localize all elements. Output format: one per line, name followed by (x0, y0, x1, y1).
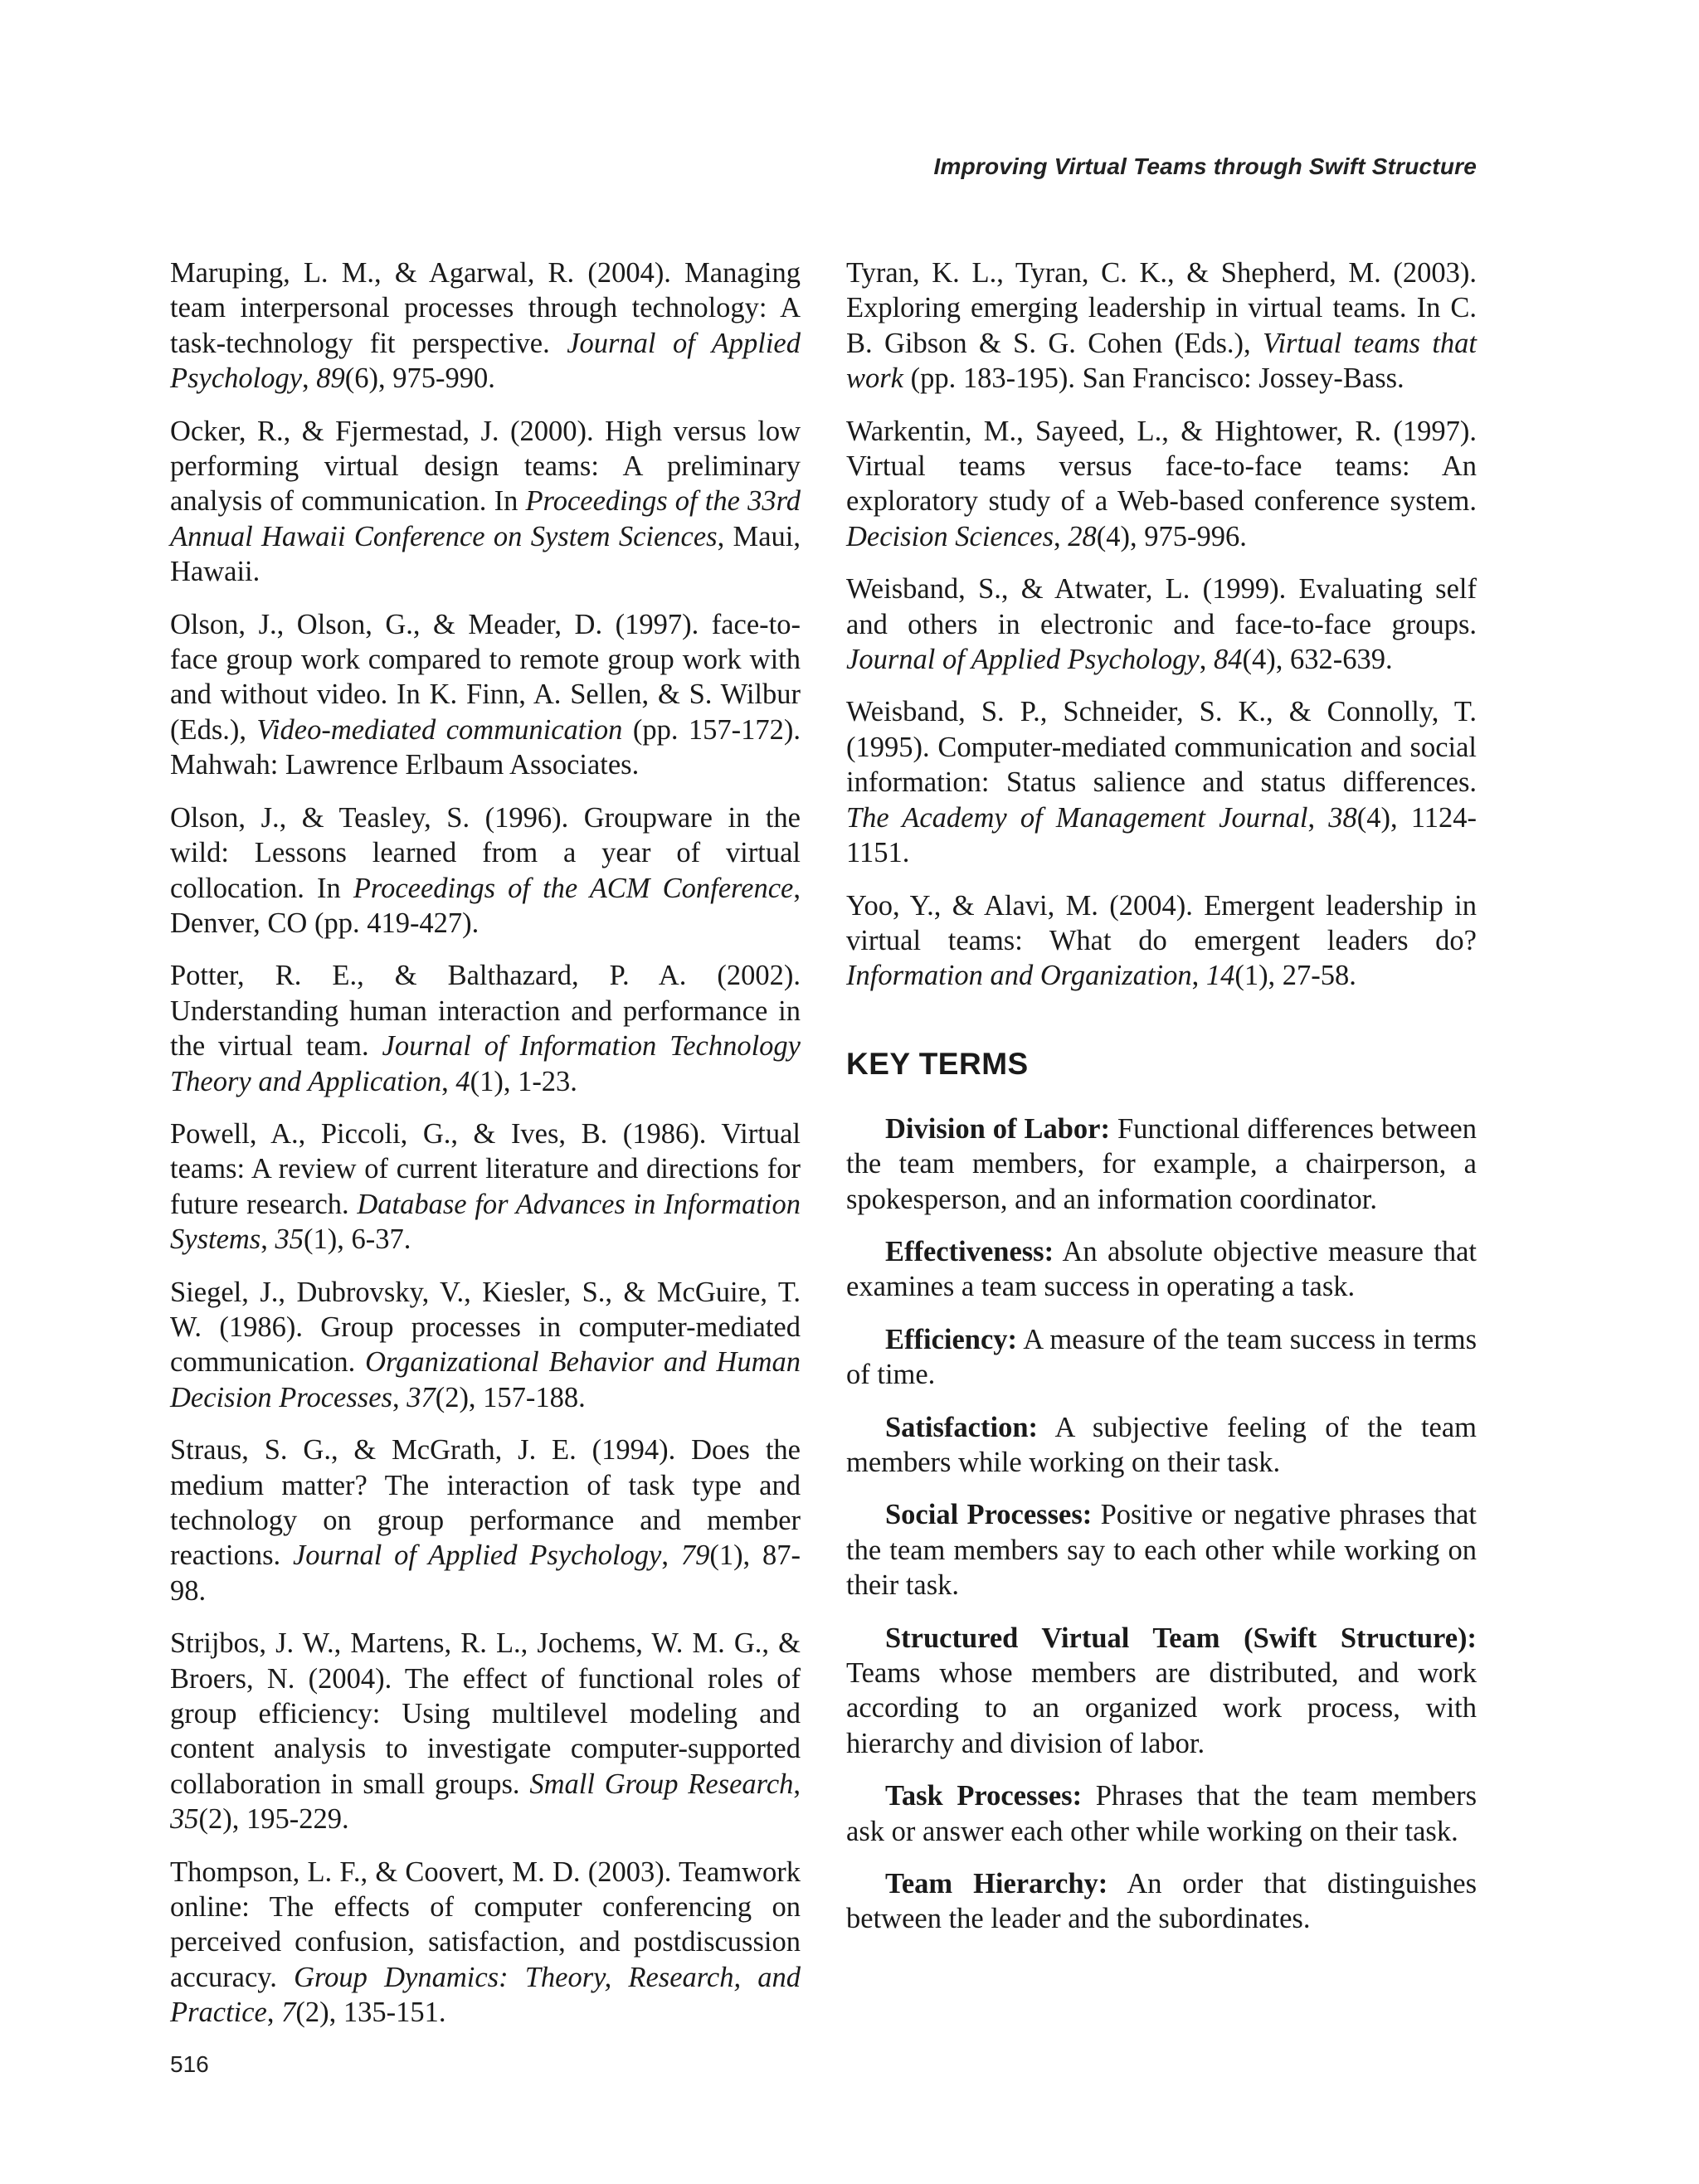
key-term-entry (846, 1866, 1477, 1937)
reference-pages: (4), 1124-1151. (846, 801, 1477, 869)
key-term-entry (846, 1410, 1477, 1481)
reference-journal: The Academy of Management Journal (846, 801, 1308, 834)
reference-pages: (1), 6-37. (303, 1223, 411, 1256)
reference-text: Olson, J., Olson, G., & Meader, D. (1997). face-to-face group work compared to remote group work with and without video. In K. Finn, A. Sellen, & S. Wilbur (Eds.), (170, 608, 801, 746)
key-term-definition: A subjective feeling of the team members while working on their task. (846, 1411, 1477, 1478)
reference-pages: (4), 632-639. (1242, 644, 1393, 676)
running-head: Improving Virtual Teams through Swift Structure (933, 153, 1477, 179)
reference-pages: (1), 1-23. (470, 1065, 577, 1097)
reference-entry (846, 414, 1477, 555)
reference-volume: 4 (455, 1065, 470, 1097)
key-terms-list (846, 1111, 1477, 1937)
reference-separator: , Maui, Hawaii. (170, 520, 801, 588)
reference-volume: 84 (1214, 644, 1243, 676)
reference-text: Ocker, R., & Fjermestad, J. (2000). High versus low performing virtual design teams: A preliminary analysis of communication. In (170, 415, 801, 518)
reference-separator: , (266, 1997, 282, 2029)
reference-journal: Virtual teams that work (846, 327, 1477, 395)
reference-entry (846, 572, 1477, 677)
reference-separator: , (1199, 644, 1214, 676)
reference-separator: , (661, 1540, 681, 1572)
reference-text: Thompson, L. F., & Coovert, M. D. (2003). Teamwork online: The effects of computer conferencing on perceived confusion, satisfaction, and postdiscussion accuracy. (170, 1856, 801, 1993)
key-term-entry (846, 1234, 1477, 1305)
reference-journal: Journal of Applied Psychology (846, 644, 1200, 676)
reference-entry (170, 1275, 801, 1416)
reference-journal: Video-mediated communication (256, 713, 623, 746)
reference-volume: 37 (406, 1381, 436, 1413)
reference-pages: (1), 27-58. (1234, 960, 1356, 992)
reference-text: Olson, J., & Teasley, S. (1996). Groupware in the wild: Lessons learned from a year of virtual collocation. In (170, 801, 801, 904)
key-term-definition: Phrases that the team members ask or answer each other while working on their task. (846, 1780, 1477, 1847)
reference-volume: 38 (1328, 801, 1357, 834)
reference-entry (170, 800, 801, 941)
reference-journal: Small Group Research (529, 1768, 794, 1800)
reference-journal: Proceedings of the ACM Conference (353, 872, 794, 904)
reference-text: Straus, S. G., & McGrath, J. E. (1994). Does the medium matter? The interaction of task type and technology on group performance and member reactions. (170, 1434, 801, 1572)
reference-separator: (pp. 157-172). Mahwah: Lawrence Erlbaum Associates. (170, 713, 801, 781)
reference-separator: , (441, 1065, 456, 1097)
reference-text: Weisband, S., & Atwater, L. (1999). Evaluating self and others in electronic and face-to-face groups. (846, 573, 1477, 640)
reference-journal: Information and Organization (846, 960, 1192, 992)
reference-text: Warkentin, M., Sayeed, L., & Hightower, R. (1997). Virtual teams versus face-to-face teams: An exploratory study of a Web-based conference system. (846, 415, 1477, 518)
key-term-name: Efficiency: (885, 1323, 1018, 1355)
reference-journal: Journal of Applied Psychology (170, 327, 801, 395)
reference-text: Potter, R. E., & Balthazard, P. A. (2002). Understanding human interaction and performance in the virtual team. (170, 960, 801, 1063)
reference-separator: , (1191, 960, 1206, 992)
key-term-definition: An order that distinguishes between the leader and the subordinates. (846, 1868, 1477, 1935)
key-term-definition: Positive or negative phrases that the team members say to each other while working on their task. (846, 1499, 1477, 1602)
reference-volume: 35 (275, 1223, 304, 1256)
reference-entry (170, 1116, 801, 1257)
reference-list-right (846, 255, 1477, 994)
reference-entry (170, 1626, 801, 1836)
reference-pages: (4), 975-996. (1096, 520, 1247, 552)
reference-text: Weisband, S. P., Schneider, S. K., & Connolly, T. (1995). Computer-mediated communication and social information: Status salience and status differences. (846, 696, 1477, 799)
reference-volume: 7 (281, 1997, 296, 2029)
key-term-name: Effectiveness: (885, 1235, 1054, 1267)
reference-entry (170, 1855, 801, 2031)
key-terms-heading: KEY TERMS (846, 1046, 1029, 1081)
reference-entry (170, 255, 801, 396)
reference-separator: , (1307, 801, 1329, 834)
key-term-entry (846, 1322, 1477, 1393)
reference-volume: 79 (680, 1540, 710, 1572)
reference-volume: 89 (316, 362, 345, 395)
key-term-entry (846, 1778, 1477, 1849)
key-term-name: Structured Virtual Team (Swift Structure): (885, 1622, 1477, 1654)
reference-journal: Organizational Behavior and Human Decision Processes (170, 1346, 801, 1413)
key-term-name: Team Hierarchy: (885, 1868, 1108, 1900)
key-term-definition: Teams whose members are distributed, and work according to an organized work process, with hierarchy and division of labor. (846, 1657, 1477, 1759)
reference-journal: Group Dynamics: Theory, Research, and Practice (170, 1961, 801, 2029)
reference-text: Siegel, J., Dubrovsky, V., Kiesler, S., & McGuire, T. W. (1986). Group processes in computer-mediated communication. (170, 1276, 801, 1379)
reference-text: Strijbos, J. W., Martens, R. L., Jochems, W. M. G., & Broers, N. (2004). The effect of functional roles of group efficiency: Using multilevel modeling and content analysis to investigate computer-supported collaboration in small groups. (170, 1627, 801, 1800)
key-term-name: Social Processes: (885, 1499, 1093, 1531)
reference-entry (170, 607, 801, 783)
left-column (170, 255, 801, 2048)
reference-entry (846, 255, 1477, 396)
reference-text: Tyran, K. L., Tyran, C. K., & Shepherd, M. (2003). Exploring emerging leadership in virtual teams. In C. B. Gibson & S. G. Cohen (Eds.), (846, 257, 1477, 359)
reference-separator: (pp. 183-195). San Francisco: Jossey-Bass. (903, 362, 1404, 395)
key-term-entry (846, 1497, 1477, 1603)
reference-journal: Journal of Information Technology Theory and Application (170, 1030, 801, 1097)
key-term-name: Task Processes: (885, 1780, 1083, 1812)
reference-pages: (1), 87-98. (170, 1540, 801, 1607)
reference-separator: , Denver, CO (pp. 419-427). (170, 872, 801, 939)
reference-journal: Database for Advances in Information Systems (170, 1188, 801, 1256)
reference-journal: Journal of Applied Psychology (292, 1540, 662, 1572)
key-term-definition: A measure of the team success in terms of time. (846, 1323, 1477, 1391)
reference-journal: Decision Sciences (846, 520, 1054, 552)
reference-pages: (2), 135-151. (295, 1997, 446, 2029)
reference-pages: (6), 975-990. (344, 362, 495, 395)
reference-list-left (170, 255, 801, 2031)
key-term-name: Satisfaction: (885, 1411, 1038, 1443)
reference-separator: , (1054, 520, 1069, 552)
right-column (846, 255, 1477, 1954)
reference-text: Yoo, Y., & Alavi, M. (2004). Emergent leadership in virtual teams: What do emergent leaders do? (846, 889, 1477, 956)
reference-pages: (2), 195-229. (198, 1803, 349, 1836)
reference-entry (846, 694, 1477, 870)
reference-volume: 28 (1068, 520, 1097, 552)
reference-entry (846, 888, 1477, 994)
reference-separator: , (793, 1768, 801, 1800)
key-term-definition: Functional differences between the team members, for example, a chairperson, a spokesperson, and an information coordinator. (846, 1112, 1477, 1215)
key-term-entry (846, 1111, 1477, 1217)
reference-volume: 14 (1205, 960, 1235, 992)
reference-pages: (2), 157-188. (435, 1381, 586, 1413)
reference-separator: , (392, 1381, 407, 1413)
page-number: 516 (170, 2051, 209, 2077)
key-term-name: Division of Labor: (885, 1112, 1110, 1145)
key-term-entry (846, 1621, 1477, 1762)
reference-entry (170, 414, 801, 590)
reference-text: Maruping, L. M., & Agarwal, R. (2004). Managing team interpersonal processes through technology: A task-technology fit perspective. (170, 257, 801, 359)
reference-text: Powell, A., Piccoli, G., & Ives, B. (1986). Virtual teams: A review of current literature and directions for future research. (170, 1117, 801, 1220)
reference-volume: 35 (170, 1803, 199, 1836)
reference-separator: , (302, 362, 317, 395)
reference-entry (170, 958, 801, 1099)
reference-journal: Proceedings of the 33rd Annual Hawaii Conference on System Sciences (170, 485, 801, 552)
reference-separator: , (260, 1223, 275, 1256)
reference-entry (170, 1432, 801, 1608)
key-term-definition: An absolute objective measure that examines a team success in operating a task. (846, 1235, 1477, 1303)
